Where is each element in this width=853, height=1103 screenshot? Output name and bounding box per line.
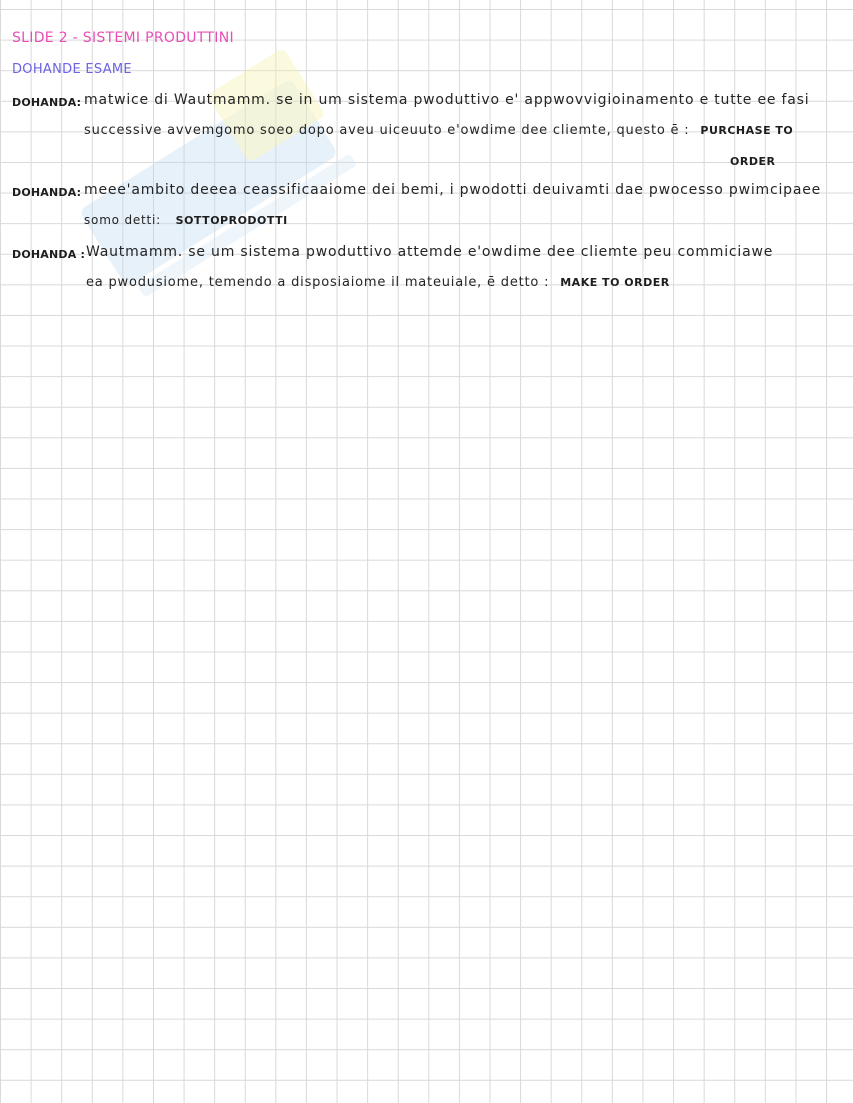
- question-2-text: somo detti:: [84, 213, 162, 227]
- question-1-line-1: matwice di Wautmamm. se in um sistema pwoduttivo e' appwovvigioinamento e tutte ee fasi: [84, 92, 810, 108]
- question-1-answer-cont: ORDER: [730, 155, 776, 168]
- question-3-line-2: [86, 275, 670, 290]
- section-title: DOHANDE ESAME: [12, 62, 132, 77]
- question-3-label: DOHANDA :: [12, 248, 86, 261]
- question-1-text: successive avvemgomo soeo dopo aveu uiceuuto e'owdime dee cliemte, questo ē :: [84, 123, 690, 138]
- question-1-label: DOHANDA:: [12, 96, 82, 109]
- question-2-line-1: meee'ambito deeea ceassificaaiome dei bemi, i pwodotti deuivamti dae pwocesso pwimcipaee: [84, 182, 822, 198]
- question-3-line-1: Wautmamm. se um sistema pwoduttivo attemde e'owdime dee cliemte peu commiciawe: [86, 244, 774, 260]
- slide-title: SLIDE 2 - SISTEMI PRODUTTINI: [12, 30, 234, 46]
- question-2-answer: SOTTOPRODOTTI: [175, 214, 288, 227]
- question-1-answer: PURCHASE TO: [700, 124, 794, 137]
- question-3-answer: MAKE TO ORDER: [560, 276, 670, 289]
- question-2-label: DOHANDA:: [12, 186, 82, 199]
- question-1-line-2: [84, 123, 793, 138]
- question-2-line-2: [84, 213, 288, 227]
- question-3-text: ea pwodusiome, temendo a disposiaiome il mateuiale, ē detto :: [86, 275, 550, 290]
